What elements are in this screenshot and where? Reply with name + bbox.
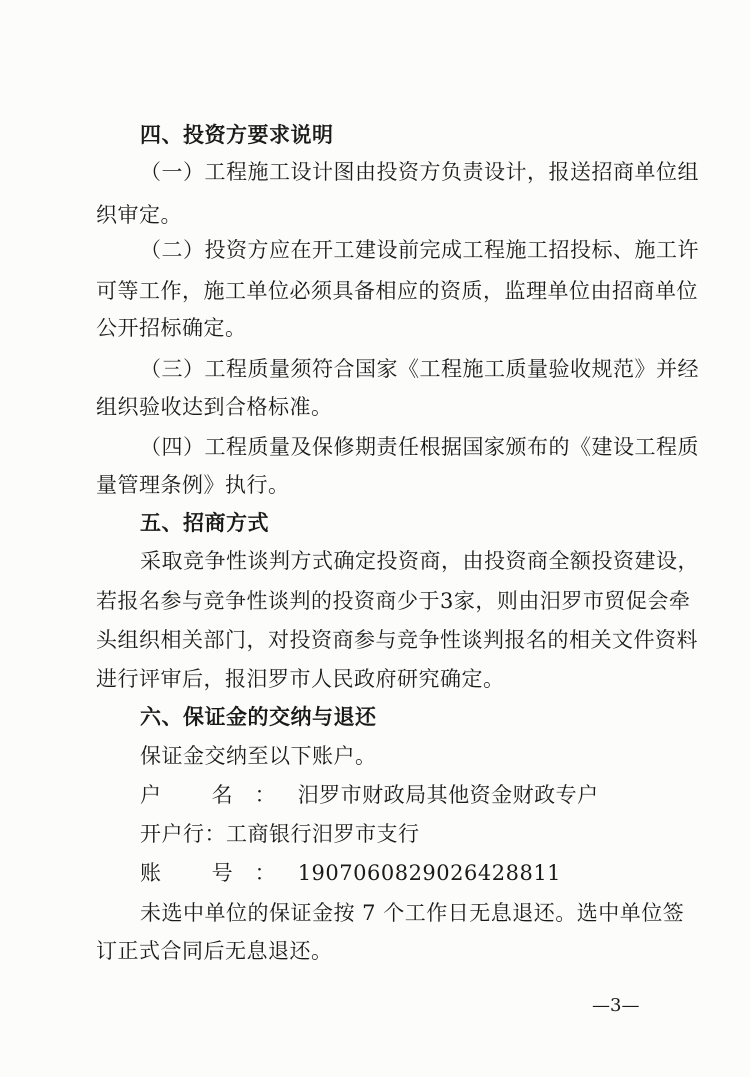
- s4-p4-line-1: （四）工程质量及保修期责任根据国家颁布的《建设工程质: [140, 435, 699, 459]
- s6-intro: 保证金交纳至以下账户。: [140, 744, 377, 768]
- section-6-heading: 六、保证金的交纳与退还: [140, 704, 377, 729]
- account-name-row: [140, 781, 599, 809]
- section-4-heading: 四、投资方要求说明: [140, 122, 334, 147]
- page-number: —3—: [592, 995, 640, 1016]
- s4-p2-line-3: 公开招标确定。: [96, 316, 247, 340]
- account-name-value: 汨罗市财政局其他资金财政专户: [297, 783, 599, 807]
- s4-p4-line-2: 量管理条例》执行。: [96, 473, 290, 497]
- s4-p2-line-1: （二）投资方应在开工建设前完成工程施工招投标、施工许: [140, 238, 699, 262]
- s4-p3-line-2: 组织验收达到合格标准。: [96, 395, 333, 419]
- s5-p1-line-1: 采取竞争性谈判方式确定投资商，由投资商全额投资建设，: [140, 549, 699, 573]
- s4-p1-line-2: 织审定。: [96, 203, 182, 227]
- s4-p3-line-1: （三）工程质量须符合国家《工程施工质量验收规范》并经: [140, 357, 699, 381]
- bank-label: 开户行：: [140, 822, 226, 846]
- s5-p1-line-3: 头组织相关部门，对投资商参与竞争性谈判报名的相关文件资料: [96, 628, 698, 652]
- s6-refund-line-2: 订正式合同后无息退还。: [96, 939, 333, 963]
- account-no-row: [140, 859, 561, 887]
- s5-p1-line-2: 若报名参与竞争性谈判的投资商少于3家，则由汨罗市贸促会牵: [96, 589, 691, 613]
- account-no-value: 1907060829026428811: [297, 861, 562, 885]
- s5-p1-line-4: 进行评审后，报汨罗市人民政府研究确定。: [96, 667, 505, 691]
- s4-p2-line-2: 可等工作，施工单位必须具备相应的资质，监理单位由招商单位: [96, 279, 698, 303]
- s6-refund-line-1: 未选中单位的保证金按 7 个工作日无息退还。选中单位签: [140, 901, 685, 925]
- bank-row: [140, 820, 420, 848]
- s4-p1-line-1: （一）工程施工设计图由投资方负责设计，报送招商单位组: [140, 160, 699, 184]
- section-5-heading: 五、招商方式: [140, 510, 269, 535]
- bank-value: 工商银行汨罗市支行: [226, 822, 420, 846]
- account-no-label: 账 号：: [140, 861, 298, 885]
- account-name-label: 户 名：: [140, 783, 298, 807]
